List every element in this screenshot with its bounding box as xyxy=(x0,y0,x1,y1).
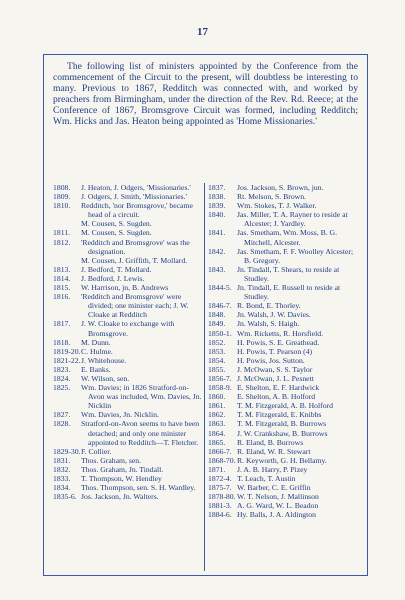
entry-ministers: F. Collier. xyxy=(81,446,112,456)
entry-year: 1814. xyxy=(53,273,71,283)
entry-ministers: C. Hulme. xyxy=(81,346,113,356)
entry-year: 1823. xyxy=(53,364,71,374)
minister-entry xyxy=(208,347,358,356)
entry-ministers: Redditch, 'nor Bromsgrove,' became head of a circuit. xyxy=(81,201,193,220)
minister-entry xyxy=(208,338,358,347)
entry-ministers: M. Dunn. xyxy=(81,337,111,347)
entry-year: 1824. xyxy=(53,373,71,383)
entry-year: 1878-80. xyxy=(208,492,236,502)
entry-year: 1831. xyxy=(53,455,71,465)
minister-entry xyxy=(208,228,358,246)
entry-year: 1856-7. xyxy=(208,373,232,383)
entry-ministers: M. Cousen, S. Sugden. xyxy=(81,219,152,229)
entry-ministers: Jas. Miller, T. A. Rayner to reside at Alcester; J. Yardley. xyxy=(237,210,348,229)
entry-year: 1810. xyxy=(53,201,71,211)
minister-entry xyxy=(53,447,204,456)
entry-year: 1861. xyxy=(208,401,226,411)
entry-ministers: T. M. Fitzgerald, B. Burrows xyxy=(237,419,327,429)
entry-year: 1825. xyxy=(53,383,71,393)
entry-year: 1839. xyxy=(208,201,226,211)
entry-ministers: J. W. Crankshaw, B. Burrows xyxy=(237,428,328,438)
entry-ministers: E. Shelton, A. B. Holford xyxy=(237,392,316,402)
entry-year: 1842. xyxy=(208,246,226,256)
entry-ministers: E. Banks. xyxy=(81,364,111,374)
minister-entry xyxy=(53,256,204,265)
ministers-list xyxy=(53,183,358,568)
entry-ministers: J. Bedford, T. Mollard. xyxy=(81,264,152,274)
minister-entry xyxy=(208,319,358,328)
minister-entry xyxy=(208,183,358,192)
entry-ministers: J. McOwan, J. L. Pesnett xyxy=(237,373,314,383)
entry-year: 1832. xyxy=(53,464,71,474)
minister-entry xyxy=(53,347,204,356)
entry-ministers: H. Powis, Jos. Sutton. xyxy=(237,355,305,365)
entry-year: 1864. xyxy=(208,428,226,438)
minister-entry xyxy=(53,265,204,274)
entry-year: 1863. xyxy=(208,419,226,429)
entry-ministers: R. Bond, E. Thorley. xyxy=(237,301,301,311)
entry-ministers: J. Bedford, J. Lewis. xyxy=(81,273,145,283)
minister-entry xyxy=(53,238,204,256)
entry-ministers: Wm. Davies, Jn. Nicklin. xyxy=(81,410,159,420)
minister-entry xyxy=(53,465,204,474)
minister-entry xyxy=(53,492,204,501)
right-column xyxy=(208,183,358,519)
minister-entry xyxy=(53,374,204,383)
entry-year: 1875-7. xyxy=(208,483,232,493)
minister-entry xyxy=(53,292,204,319)
entry-ministers: J. Heaton, J. Odgers, 'Missionaries.' xyxy=(81,183,191,192)
entry-ministers: Rt. Melson, S. Brown. xyxy=(237,192,306,202)
minister-entry xyxy=(208,210,358,228)
minister-entry xyxy=(208,474,358,483)
entry-year: 1872-4. xyxy=(208,474,232,483)
minister-entry xyxy=(53,228,204,237)
entry-year: 1815. xyxy=(53,283,71,293)
entry-ministers: J. Odgers, J. Smith, 'Missionaries.' xyxy=(81,192,187,202)
minister-entry xyxy=(208,456,358,465)
entry-ministers: Thos. Graham, sen. xyxy=(81,455,141,465)
minister-entry xyxy=(53,456,204,465)
entry-year: 1816. xyxy=(53,292,71,302)
entry-year: 1854. xyxy=(208,355,226,365)
minister-entry xyxy=(208,374,358,383)
minister-entry xyxy=(208,329,358,338)
entry-ministers: W. T. Nelson, J. Mallinson xyxy=(237,492,319,502)
minister-entry xyxy=(53,274,204,283)
entry-year: 1846-7. xyxy=(208,301,232,311)
entry-ministers: Jn. Walsh, S. Haigh. xyxy=(237,319,300,329)
left-column xyxy=(53,183,204,501)
minister-entry xyxy=(53,338,204,347)
entry-ministers: Wm. Stokes, T. J. Walker. xyxy=(237,201,317,211)
entry-year: 1835-6. xyxy=(53,492,77,502)
entry-ministers: 'Redditch and Bromsgrove' were divided; one minister each; J. W. Cloake at Redditch xyxy=(81,292,189,320)
entry-year: 1821-22. xyxy=(53,355,81,365)
entry-year: 1865. xyxy=(208,437,226,447)
entry-year: 1819-20. xyxy=(53,346,81,356)
entry-year: 1868-70. xyxy=(208,455,236,465)
minister-entry xyxy=(208,492,358,501)
entry-year: 1850-1. xyxy=(208,328,232,338)
minister-entry xyxy=(208,429,358,438)
entry-ministers: Jos. Jackson, S. Brown, jun. xyxy=(237,183,324,192)
entry-year: 1812. xyxy=(53,237,71,247)
minister-entry xyxy=(53,283,204,292)
minister-entry xyxy=(53,474,204,483)
entry-ministers: J. A. B. Harry, P. Pizey xyxy=(237,464,308,474)
minister-entry xyxy=(208,283,358,301)
entry-year: 1828. xyxy=(53,419,71,429)
entry-ministers: Stratford-on-Avon seems to have been detached; and only one minister appointed to Redditch—T. Fletcher. xyxy=(81,419,200,447)
minister-entry xyxy=(208,401,358,410)
entry-ministers: Jas. Smetham, Wm. Moss, B. G. Mitchell, Alcester. xyxy=(237,228,338,247)
minister-entry xyxy=(208,483,358,492)
minister-entry xyxy=(208,365,358,374)
minister-entry xyxy=(208,501,358,510)
entry-year: 1818. xyxy=(53,337,71,347)
entry-ministers: T. Thompson, W. Hendley xyxy=(81,474,162,483)
minister-entry xyxy=(53,383,204,410)
entry-ministers: T. M. Fitzgerald, E. Knibbs xyxy=(237,410,322,420)
minister-entry xyxy=(53,319,204,337)
minister-entry xyxy=(208,301,358,310)
entry-year: 1843. xyxy=(208,264,226,274)
minister-entry xyxy=(53,410,204,419)
entry-ministers: W. Harrison, jn, B. Andrews xyxy=(81,283,169,293)
minister-entry xyxy=(53,365,204,374)
entry-year: 1837. xyxy=(208,183,226,192)
entry-year: 1813. xyxy=(53,264,71,274)
entry-year: 1862. xyxy=(208,410,226,420)
entry-ministers: J. Whitehouse. xyxy=(81,355,127,365)
entry-year: 1817. xyxy=(53,319,71,329)
entry-ministers: R. Eland, W. R. Stewart xyxy=(237,446,311,456)
entry-year: 1808. xyxy=(53,183,71,192)
minister-entry xyxy=(53,183,204,192)
minister-entry xyxy=(208,465,358,474)
entry-ministers: 'Redditch and Bromsgrove' was the designation. xyxy=(81,237,190,256)
entry-ministers: Jn. Tindall, E. Russell to reside at Studley. xyxy=(237,283,341,302)
entry-ministers: E. Shelton, E. F. Hardwick xyxy=(237,383,320,393)
minister-entry xyxy=(208,438,358,447)
entry-year: 1834. xyxy=(53,483,71,493)
entry-ministers: Jos. Jackson, Jn. Walters. xyxy=(81,492,159,502)
entry-year: 1811. xyxy=(53,228,71,238)
entry-ministers: M. Cousen, J. Griffith, T. Mollard. xyxy=(81,255,188,265)
entry-ministers: R. Eland, B. Burrows xyxy=(237,437,304,447)
minister-entry xyxy=(208,510,358,519)
entry-ministers: Jas. Smetham, F. F. Woolley Alcester; B. Gregory. xyxy=(237,246,354,265)
entry-ministers: Wm. Ricketts, R. Horsfield. xyxy=(237,328,324,338)
minister-entry xyxy=(53,419,204,446)
entry-year: 1844-5. xyxy=(208,283,232,293)
entry-ministers: W. Wilson, sen. xyxy=(81,373,130,383)
minister-entry xyxy=(53,192,204,201)
entry-year: 1852. xyxy=(208,337,226,347)
entry-ministers: J. McOwan, S. S. Taylor xyxy=(237,364,313,374)
entry-year: 1871. xyxy=(208,464,226,474)
entry-ministers: Jn. Walsh, J. W. Davies. xyxy=(237,310,311,320)
entry-year: 1855. xyxy=(208,364,226,374)
entry-ministers: T. Leach, T. Austin xyxy=(237,474,296,483)
minister-entry xyxy=(208,410,358,419)
minister-entry xyxy=(208,192,358,201)
minister-entry xyxy=(208,356,358,365)
entry-ministers: Wm. Davies; in 1826 Stratford-on-Avon was included, Wm. Davies, Jn. Nicklin xyxy=(81,383,202,411)
entry-year: 1858-9. xyxy=(208,383,232,393)
entry-year: 1881-3. xyxy=(208,501,232,511)
minister-entry xyxy=(208,247,358,265)
entry-ministers: R. Keyworth, G. H. Bellamy. xyxy=(237,455,327,465)
entry-year: 1829-30. xyxy=(53,446,81,456)
minister-entry xyxy=(208,310,358,319)
minister-entry xyxy=(53,201,204,219)
entry-ministers: J. W. Cloake to exchange with Bromsgrove. xyxy=(81,319,175,338)
entry-ministers: T. M. Fitzgerald, A. B. Holford xyxy=(237,401,333,411)
entry-year: 1884-6. xyxy=(208,510,232,520)
minister-entry xyxy=(53,483,204,492)
entry-year: 1809. xyxy=(53,192,71,202)
entry-year: 1833. xyxy=(53,474,71,483)
minister-entry xyxy=(208,383,358,392)
entry-year: 1866-7. xyxy=(208,446,232,456)
minister-entry xyxy=(208,392,358,401)
entry-ministers: Thos. Graham, Jn. Tindall. xyxy=(81,464,164,474)
entry-year: 1848. xyxy=(208,310,226,320)
minister-entry xyxy=(208,265,358,283)
intro-paragraph: The following list of ministers appointed by the Conference from the commencement of the Circuit to the present, will doubtless be interesting to many. Previous to 1867, Redditch was connected with, and worked by preachers from Birmingham, under the direction of the Rev. Rd. Reece; at the Conference of 1867, Bromsgrove Circuit was formed, including Redditch; Wm. Hicks and Jas. Heaton being appointed as 'Home Missionaries.' xyxy=(53,61,358,127)
page-number: 17 xyxy=(197,26,208,38)
entry-ministers: H. Powis, S. E. Greathead. xyxy=(237,337,320,347)
entry-ministers: H. Powis, T. Pearson (4) xyxy=(237,346,313,356)
entry-ministers: Hy. Balls, J. A. Aldington xyxy=(237,510,316,520)
minister-entry xyxy=(208,419,358,428)
entry-year: 1860. xyxy=(208,392,226,402)
entry-year xyxy=(53,256,81,265)
entry-year: 1838. xyxy=(208,192,226,202)
entry-ministers: W. Barber, C. E. Griffin xyxy=(237,483,311,493)
entry-year: 1841. xyxy=(208,228,226,238)
entry-year xyxy=(53,219,81,228)
entry-year: 1849. xyxy=(208,319,226,329)
minister-entry xyxy=(53,219,204,228)
entry-year: 1853. xyxy=(208,346,226,356)
entry-ministers: M. Cousen, S. Sugden. xyxy=(81,228,152,238)
minister-entry xyxy=(208,201,358,210)
entry-ministers: Jn. Tindall, T. Shears, to reside at Studley. xyxy=(237,264,340,283)
entry-ministers: Thos. Thompson, sen. S. H. Wardley. xyxy=(81,483,196,493)
entry-year: 1827. xyxy=(53,410,71,420)
minister-entry xyxy=(53,356,204,365)
entry-ministers: A. G. Ward, W. L. Beadon xyxy=(237,501,319,511)
entry-year: 1840. xyxy=(208,210,226,220)
minister-entry xyxy=(208,447,358,456)
